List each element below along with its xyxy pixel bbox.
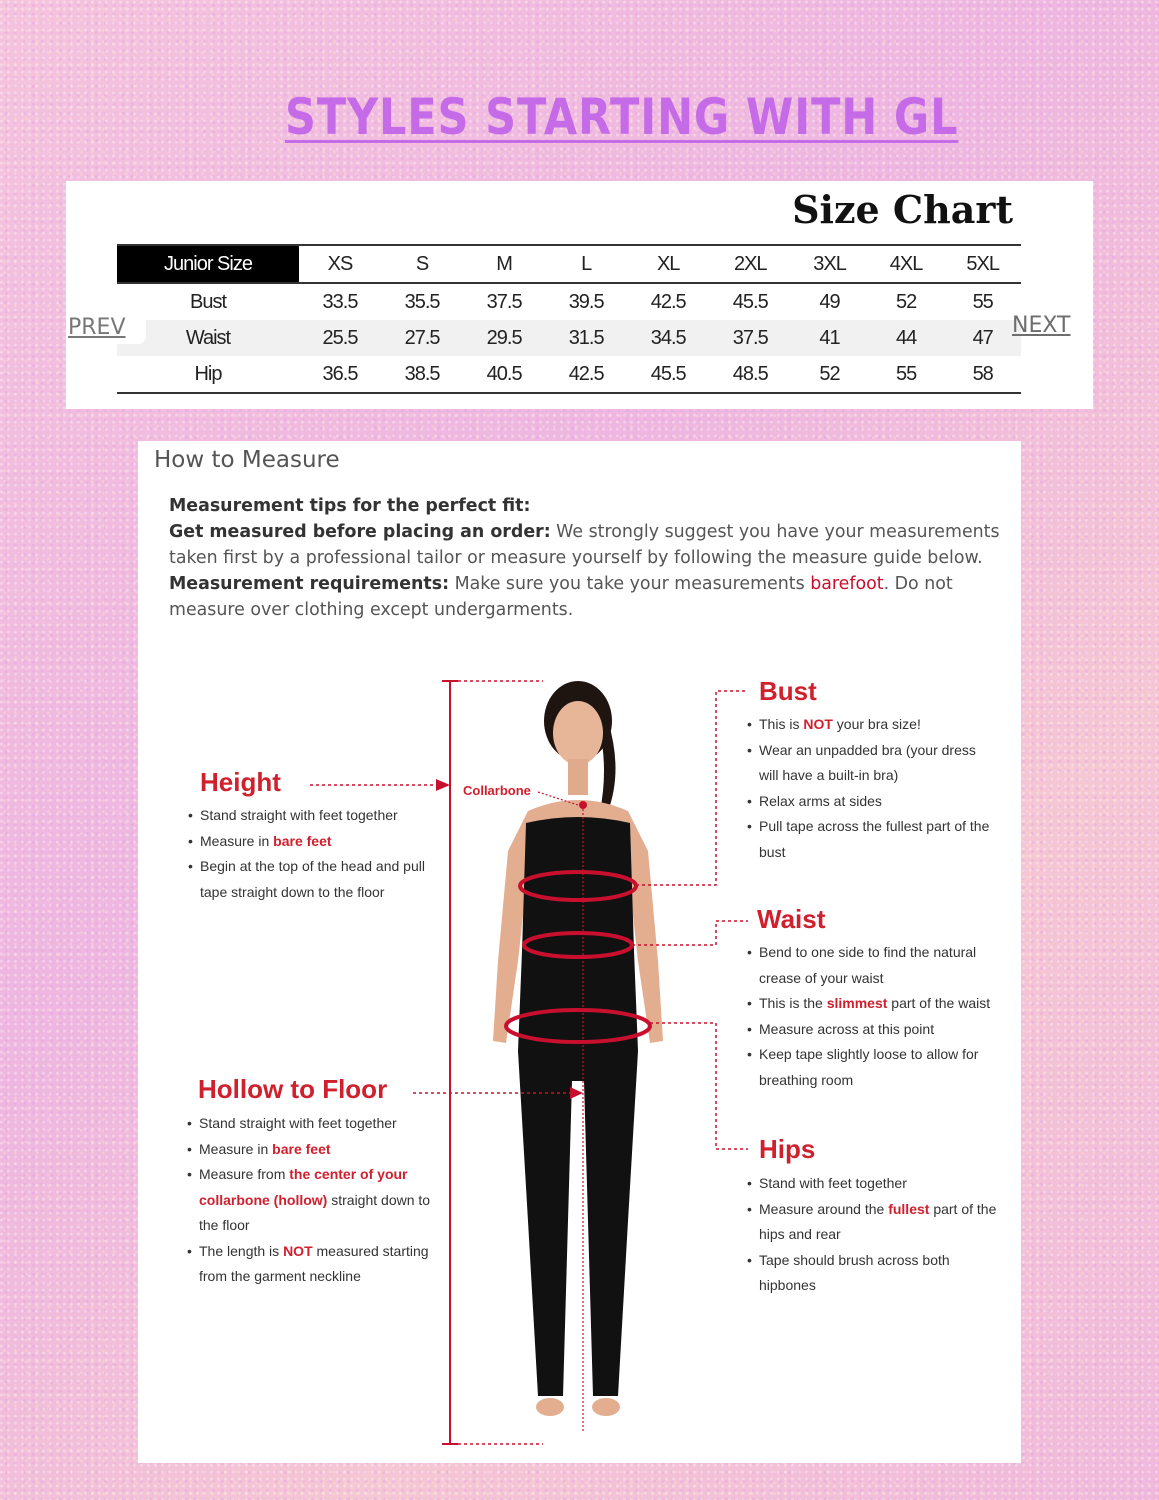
- tips-title: Measurement tips for the perfect fit:: [169, 496, 531, 516]
- list-text: part of the hips and rear: [759, 1200, 997, 1242]
- prev-button[interactable]: [66, 313, 146, 344]
- list-text: Measure in: [199, 1140, 273, 1157]
- page-title: STYLES STARTING WITH GL: [285, 88, 959, 146]
- tip2-pre: Make sure you take your measurements: [449, 574, 811, 594]
- size-col-5xl: 5XL: [944, 245, 1021, 283]
- table-cell: 40.5: [463, 356, 545, 393]
- table-cell: 55: [868, 356, 945, 393]
- measure-heading: How to Measure: [154, 447, 340, 473]
- table-cell: 41: [791, 320, 868, 356]
- tip1-bold: Get measured before placing an order:: [169, 522, 551, 542]
- list-text: straight down to the floor: [199, 1191, 431, 1233]
- list-item: • Pull tape across the fullest part of the bust: [747, 814, 992, 865]
- list-text: Measure in: [200, 832, 274, 849]
- table-cell: 48.5: [709, 356, 791, 393]
- size-col-3xl: 3XL: [791, 245, 868, 283]
- size-col-4xl: 4XL: [868, 245, 945, 283]
- size-col-m: M: [463, 245, 545, 283]
- list-item: • Keep tape slightly loose to allow for breathing room: [747, 1042, 1003, 1093]
- table-row: [117, 283, 1021, 320]
- hollow-title: Hollow to Floor: [198, 1074, 388, 1104]
- size-chart-card: [66, 181, 1093, 409]
- table-cell: 42.5: [545, 356, 627, 393]
- list-highlight: bare feet: [272, 1140, 331, 1157]
- size-col-xs: XS: [299, 245, 381, 283]
- table-cell: 55: [972, 290, 993, 313]
- table-cell: 42.5: [650, 290, 686, 313]
- list-item: • Begin at the top of the head and pull tape straight down to the floor: [188, 854, 428, 905]
- size-header-row: [117, 245, 1021, 283]
- list-highlight: NOT: [803, 716, 833, 732]
- table-cell: 27.5: [381, 320, 463, 356]
- size-col-s: S: [381, 245, 463, 283]
- corner-label: Junior Size: [117, 245, 299, 283]
- list-item: [747, 1197, 997, 1248]
- row-label: Hip: [117, 356, 299, 393]
- bust-list: [747, 712, 992, 865]
- tip2-post: . Do not measure over clothing except undergarments.: [169, 574, 953, 620]
- list-item: • Relax arms at sides: [747, 789, 992, 815]
- table-row: [117, 320, 1021, 356]
- list-highlight: NOT: [283, 1242, 313, 1259]
- list-item: • Stand straight with feet together: [188, 803, 428, 829]
- list-text: The length is: [199, 1242, 284, 1259]
- table-cell: 47: [944, 320, 1021, 356]
- list-text: part of the waist: [887, 995, 991, 1011]
- list-item: [747, 712, 992, 738]
- list-highlight: the center of your collarbone (hollow): [199, 1166, 408, 1208]
- table-cell: 58: [944, 356, 1021, 393]
- table-cell: 25.5: [299, 320, 381, 356]
- row-label: Waist: [117, 320, 299, 356]
- list-highlight: fullest: [888, 1200, 930, 1217]
- table-cell: 52: [895, 290, 917, 313]
- measure-figure-area: [138, 661, 1021, 1461]
- list-item: • Bend to one side to find the natural crease of your waist: [747, 940, 1003, 991]
- list-item: [188, 829, 428, 855]
- list-text: measured starting from the garment neckline: [199, 1242, 429, 1284]
- list-item: [187, 1137, 443, 1163]
- hips-list: [747, 1171, 997, 1299]
- list-item: • Wear an unpadded bra (your dress will have a built-in bra): [747, 738, 992, 789]
- list-text: This is the: [759, 995, 827, 1011]
- list-text: This is: [759, 716, 804, 732]
- how-to-measure-card: [138, 441, 1021, 1463]
- table-cell: 49: [819, 290, 840, 313]
- table-cell: 44: [868, 320, 945, 356]
- table-cell: 45.5: [732, 290, 768, 313]
- list-item: • Stand straight with feet together: [187, 1111, 443, 1137]
- table-cell: 29.5: [463, 320, 545, 356]
- list-item: [187, 1162, 443, 1239]
- hollow-list: [187, 1111, 443, 1290]
- table-cell: 36.5: [299, 356, 381, 393]
- height-list: [188, 803, 428, 905]
- tip2-red: barefoot: [810, 574, 884, 594]
- table-cell: 34.5: [627, 320, 709, 356]
- list-item: [187, 1239, 443, 1290]
- list-item: • Tape should brush across both hipbones: [747, 1248, 997, 1299]
- size-col-l: L: [545, 245, 627, 283]
- list-highlight: bare feet: [273, 832, 332, 849]
- table-cell: 45.5: [627, 356, 709, 393]
- next-button[interactable]: [1012, 313, 1070, 338]
- bust-title: Bust: [759, 676, 817, 706]
- prev-label: PREV: [68, 315, 126, 340]
- row-label: Bust: [189, 290, 227, 313]
- table-cell: 37.5: [709, 320, 791, 356]
- table-cell: 39.5: [568, 290, 604, 313]
- list-highlight: slimmest: [826, 995, 888, 1011]
- size-chart-title: Size Chart: [792, 187, 1013, 232]
- table-cell: 37.5: [486, 290, 522, 313]
- table-row: [117, 356, 1021, 393]
- table-cell: 38.5: [381, 356, 463, 393]
- list-text: your bra size!: [832, 716, 921, 732]
- table-cell: 35.5: [404, 290, 440, 313]
- table-cell: 31.5: [545, 320, 627, 356]
- list-item: • Measure across at this point: [747, 1017, 1003, 1043]
- table-cell: 52: [791, 356, 868, 393]
- size-table: [117, 244, 1021, 394]
- waist-title: Waist: [757, 904, 826, 934]
- waist-list: [747, 940, 1003, 1093]
- height-title: Height: [200, 767, 281, 797]
- list-item: • Stand with feet together: [747, 1171, 997, 1197]
- list-item: [747, 991, 1003, 1017]
- next-label: NEXT: [1012, 313, 1071, 338]
- list-text: Measure around the: [759, 1200, 889, 1217]
- table-cell: 33.5: [322, 290, 358, 313]
- tip2-bold: Measurement requirements:: [169, 574, 450, 594]
- tip1-text: We strongly suggest you have your measurements taken first by a professional tailor or measure yourself by following the measure guide below.: [169, 522, 1000, 568]
- size-col-2xl: 2XL: [709, 245, 791, 283]
- list-text: Measure from: [199, 1166, 290, 1182]
- measurement-tips: [169, 493, 1014, 623]
- size-col-xl: XL: [627, 245, 709, 283]
- collarbone-label: Collarbone: [463, 783, 531, 798]
- hips-title: Hips: [759, 1134, 816, 1164]
